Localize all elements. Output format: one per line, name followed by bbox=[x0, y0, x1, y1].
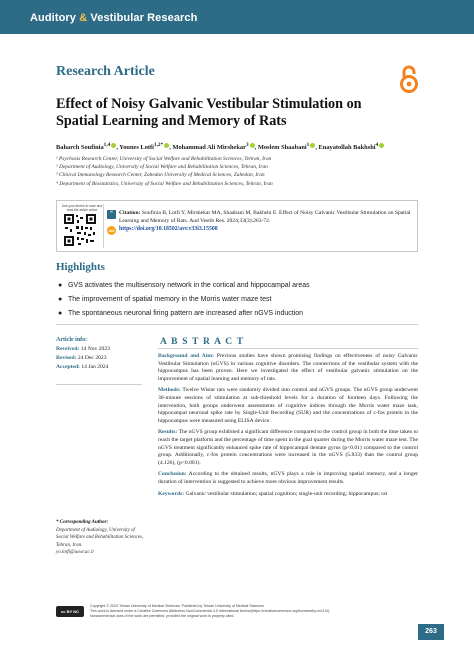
corresponding-heading: * Corresponding Author: bbox=[56, 520, 109, 525]
article-info-heading: Article info: bbox=[56, 337, 88, 343]
author-list: Baharch Soufinia$^{1,4}$ , Younes Lotfi$^{1,2*}$ , Mohammad Ali Mirshekar$^3$ , Moslem Shaabani$^1$ , Enayatollah Bakhshi$^4$ bbox=[56, 141, 446, 152]
qr-label: Use your device to scan and read the article online bbox=[61, 204, 103, 212]
doi-icon: doi bbox=[108, 228, 115, 233]
author-name: Younes Lotfi bbox=[119, 144, 154, 152]
keywords: Keywords: Galvanic vestibular stimulation; spatial cognition; single-unit recording; hippocampus; rat bbox=[158, 490, 388, 497]
page-number: 263 bbox=[418, 624, 444, 640]
bullet-icon: ● bbox=[58, 296, 63, 303]
journal-header-bar bbox=[0, 0, 474, 34]
abstract-section: Methods: Twelve Wistar rats were randomly divided into control and nGVS groups. The nGVS group underwent 30-minute sessions of stimulation at sub-threshold levels for a duration of fourteen days. Following the intervention, both groups underwent assessments of cognitive indices through the Morris water maze task, hippocampal neuronal spike rate by Single-Unit Recording (SUR) and the concentrations of c-fos protein in the hippocampus were measured using ELISA device. bbox=[158, 387, 418, 424]
open-access-icon bbox=[398, 64, 420, 94]
orcid-icon[interactable] bbox=[310, 143, 315, 148]
article-title: Effect of Noisy Galvanic Vestibular Stimulation on Spatial Learning and Memory of Rats bbox=[56, 96, 362, 129]
qr-code-icon[interactable] bbox=[63, 213, 97, 247]
abstract-body bbox=[158, 353, 418, 502]
orcid-icon[interactable] bbox=[379, 143, 384, 148]
bullet-icon: ● bbox=[58, 310, 63, 317]
journal-name[interactable]: Auditory & Vestibular Research bbox=[30, 12, 198, 24]
author-name: Enayatollah Bakhshi bbox=[318, 144, 376, 152]
divider bbox=[103, 204, 104, 248]
corresponding-email[interactable]: yo.lotfi@uswr.ac.ir bbox=[56, 550, 95, 556]
bullet-icon: ● bbox=[58, 282, 63, 289]
abstract-section: Results: The nGVS group exhibited a significant difference compared to the control group in both the time taken to reach the target platform and the percentage of time spent in the goal quarter during the Morris water maze test. The nGVS treatment significantly enhanced spike rate of hippocampal dentate gyrus (p<0.01) compared to the control group. Additionally, c-fos protein concentrations were increased in the nGVS (5.833) than the control group (4.126), (p<0.001). bbox=[158, 429, 418, 466]
highlights-heading: Highlights bbox=[56, 261, 105, 273]
list-item: ● The spontaneous neuronal firing pattern are increased after nGVS induction bbox=[58, 307, 448, 321]
divider bbox=[56, 384, 142, 385]
citation-text: Citation: Soufinia B, Lotfi Y, Mirshekar MA, Shaabani M, Bakhshi E. Effect of Noisy Galvanic Vestibular Stimulation on Spatial Learning and Memory of Rats. Aud Vestib Res. 2024;33(3):263-72. bbox=[119, 210, 411, 224]
affiliation-item: ⁴ Department of Biostatistics, University of Social Welfare and Rehabilitation Sciences, Tehran, Iran bbox=[56, 180, 273, 187]
affiliation-item: ¹ Psychosis Research Center, University of Social Welfare and Rehabilitation Sciences, Tehran, Iran bbox=[56, 156, 272, 162]
creative-commons-icon[interactable]: cc BY NC bbox=[56, 606, 84, 617]
revised-row: Revised: 24 Dec 2023 bbox=[56, 355, 107, 361]
divider bbox=[56, 324, 418, 325]
abstract-heading: A B S T R A C T bbox=[160, 337, 245, 347]
doi-link[interactable]: https://doi.org/10.18502/avr.v33i3.15508 bbox=[119, 226, 218, 232]
orcid-icon[interactable] bbox=[164, 143, 169, 148]
author-name: Mohammad Ali Mirshekar bbox=[172, 144, 246, 152]
list-item: ● The improvement of spatial memory in the Morris water maze test bbox=[58, 293, 448, 307]
author-name: Moslem Shaabani bbox=[257, 144, 307, 152]
divider bbox=[158, 348, 418, 349]
abstract-section: Background and Aim: Previous studies have shown promising findings on effectiveness of noisy Galvanic Vestibular Stimulation (nGVS) in various cognitive disorders. The connections of the vestibular system with the hippocampus has been proven. Here we investigated the effect of vestibular galvanic stimulation on the improvement of spatial learning and memory of rats. bbox=[158, 353, 418, 382]
affiliation-item: ³ Clinical Immunology Research Center, Zahedan University of Medical Sciences, Zahedan, Iran bbox=[56, 172, 265, 179]
orcid-icon[interactable] bbox=[250, 143, 255, 148]
orcid-icon[interactable] bbox=[111, 143, 116, 148]
article-info bbox=[56, 336, 146, 372]
article-type: Research Article bbox=[56, 64, 155, 79]
author-name: Baharch Soufinia bbox=[56, 144, 104, 152]
accepted-row: Accepted: 14 Jan 2024 bbox=[56, 364, 109, 370]
corresponding-author bbox=[56, 519, 146, 557]
corresponding-address: Department of Audiology, University of Social Welfare and Rehabilitation Sciences, Tehran, Iran. bbox=[56, 527, 144, 548]
license-text: Copyright © 2024 Tehran University of Medical Sciences. Published by Tehran University of Medical Sciences This work is licensed under a Creative Commons Attribution-NonCommercial 4.0 International license(https://creativecommons.org/licenses/by-nc/4.0/). Noncommercial uses of the work are permitted, provided the original work is properly cited. bbox=[90, 604, 331, 618]
citation-icon: “ bbox=[107, 210, 116, 219]
affiliation-item: ² Department of Audiology, University of Social Welfare and Rehabilitation Sciences, Tehran, Iran bbox=[56, 164, 268, 171]
abstract-section: Conclusion: According to the obtained results, nGVS plays a role in improving spatial memory, and a longer duration of intervention is suggested to achieve more obvious improvement results. bbox=[158, 471, 418, 485]
list-item: ● GVS activates the multisensory network in the cortical and hippocampal areas bbox=[58, 279, 448, 293]
affiliations bbox=[56, 155, 436, 188]
highlights-list bbox=[58, 279, 448, 321]
received-row: Received: 14 Nov 2023 bbox=[56, 346, 110, 352]
citation-box bbox=[56, 200, 418, 252]
